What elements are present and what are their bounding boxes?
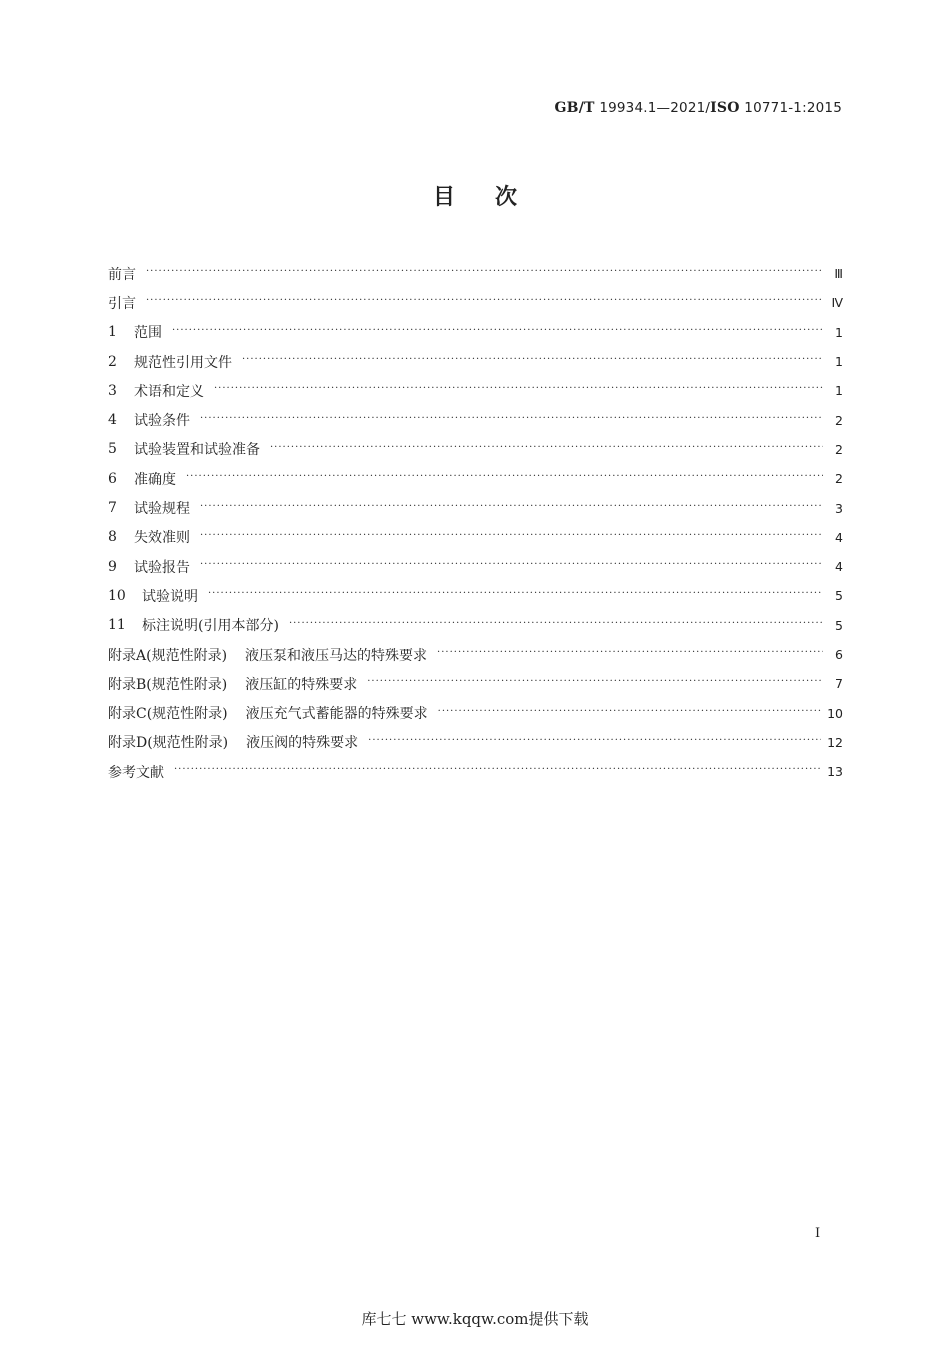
standard-id: GB/T	[554, 100, 595, 116]
toc-entry-number: 7	[108, 500, 117, 517]
toc-entry-page: 13	[827, 764, 843, 780]
toc-entry[interactable]	[108, 464, 843, 493]
toc-dot-leader	[186, 471, 823, 482]
toc-dot-leader	[200, 559, 823, 570]
toc-entry[interactable]	[108, 640, 843, 669]
toc-entry-page: 1	[835, 324, 843, 340]
toc-entry-number: 5	[108, 441, 117, 458]
toc-entry-label: 准确度	[134, 471, 176, 488]
toc-entry-page: 1	[835, 354, 843, 370]
toc-entry[interactable]	[108, 523, 843, 552]
toc-dot-leader	[438, 706, 821, 717]
toc-entry-label: 液压充气式蓄能器的特殊要求	[245, 706, 428, 723]
toc-entry-page: 6	[835, 647, 843, 662]
toc-entry-number: 9	[108, 558, 117, 575]
toc-dot-leader	[200, 530, 823, 541]
table-of-contents	[108, 259, 843, 786]
toc-entry-label: 参考文献	[108, 764, 164, 781]
toc-entry[interactable]	[108, 552, 843, 581]
toc-annex-prefix: 附录C(规范性附录)	[108, 706, 228, 723]
toc-entry-label: 引言	[108, 295, 136, 312]
toc-entry-label: 试验装置和试验准备	[134, 442, 260, 459]
toc-entry-number: 11	[108, 617, 126, 634]
toc-entry-label: 术语和定义	[134, 383, 204, 400]
toc-entry-label: 试验条件	[134, 413, 190, 430]
page-title: 目次	[432, 185, 557, 210]
toc-annex-prefix: 附录D(规范性附录)	[108, 735, 229, 752]
toc-entry-page: 5	[835, 588, 843, 604]
toc-dot-leader	[214, 383, 823, 394]
toc-entry-label: 试验规程	[134, 501, 190, 518]
toc-dot-leader	[146, 295, 823, 306]
toc-entry-page: 4	[835, 559, 843, 575]
toc-entry[interactable]	[108, 288, 843, 317]
toc-entry[interactable]	[108, 581, 843, 610]
toc-entry-page: Ⅲ	[834, 266, 843, 282]
toc-dot-leader	[208, 588, 823, 599]
toc-entry-page: 7	[835, 676, 843, 692]
standard-number: 19934.1—2021/	[599, 100, 711, 116]
toc-entry-label: 液压泵和液压马达的特殊要求	[245, 647, 428, 664]
page-number: I	[815, 1226, 821, 1241]
toc-entry-page: 1	[835, 383, 843, 399]
toc-entry[interactable]	[108, 728, 843, 757]
toc-entry-label: 标注说明(引用本部分)	[142, 618, 279, 635]
toc-entry-number: 2	[108, 353, 117, 370]
toc-entry[interactable]	[108, 347, 843, 376]
toc-entry-page: 4	[835, 529, 843, 545]
toc-entry[interactable]	[108, 493, 843, 522]
toc-entry-label: 失效准则	[134, 530, 190, 547]
toc-entry[interactable]	[108, 318, 843, 347]
toc-annex-prefix: 附录A(规范性附录)	[108, 647, 228, 664]
toc-entry-page: Ⅳ	[831, 295, 843, 311]
toc-entry[interactable]	[108, 669, 843, 698]
toc-entry-page: 3	[835, 500, 843, 516]
toc-dot-leader	[270, 442, 823, 453]
toc-dot-leader	[174, 764, 821, 775]
toc-entry-label: 前言	[108, 266, 136, 283]
toc-entry[interactable]	[108, 259, 843, 288]
toc-entry-label: 液压阀的特殊要求	[246, 735, 359, 752]
toc-dot-leader	[437, 647, 823, 658]
toc-entry-number: 10	[108, 587, 126, 604]
toc-entry-number: 4	[108, 412, 117, 429]
toc-dot-leader	[367, 676, 823, 687]
toc-entry[interactable]	[108, 405, 843, 434]
toc-entry-page: 10	[827, 705, 843, 721]
toc-entry-label: 范围	[134, 325, 162, 342]
toc-entry[interactable]	[108, 757, 843, 786]
toc-entry[interactable]	[108, 611, 843, 640]
toc-entry-label: 试验说明	[142, 588, 198, 605]
toc-entry[interactable]	[108, 376, 843, 405]
toc-entry-number: 6	[108, 470, 117, 487]
iso-number: 10771-1:2015	[744, 100, 842, 116]
toc-annex-prefix: 附录B(规范性附录)	[108, 676, 228, 693]
toc-entry-label: 液压缸的特殊要求	[245, 676, 358, 693]
toc-entry-label: 试验报告	[134, 559, 190, 576]
toc-entry-page: 12	[827, 734, 843, 750]
toc-dot-leader	[242, 354, 823, 365]
iso-id: ISO	[710, 100, 740, 116]
toc-entry-label: 规范性引用文件	[134, 354, 232, 371]
document-header	[555, 100, 842, 116]
toc-dot-leader	[172, 325, 823, 336]
toc-entry-number: 1	[108, 324, 117, 341]
toc-entry-page: 5	[835, 617, 843, 633]
toc-dot-leader	[146, 266, 823, 277]
toc-dot-leader	[368, 735, 821, 746]
toc-entry-page: 2	[835, 412, 843, 428]
toc-entry[interactable]	[108, 435, 843, 464]
toc-entry-number: 3	[108, 382, 117, 399]
footer-note: 库七七 www.kqqw.com提供下载	[361, 1310, 589, 1328]
toc-entry-number: 8	[108, 529, 117, 546]
toc-entry-page: 2	[835, 471, 843, 487]
toc-entry[interactable]	[108, 698, 843, 727]
toc-dot-leader	[289, 618, 823, 629]
toc-dot-leader	[200, 413, 823, 424]
toc-dot-leader	[200, 501, 823, 512]
toc-entry-page: 2	[835, 441, 843, 457]
